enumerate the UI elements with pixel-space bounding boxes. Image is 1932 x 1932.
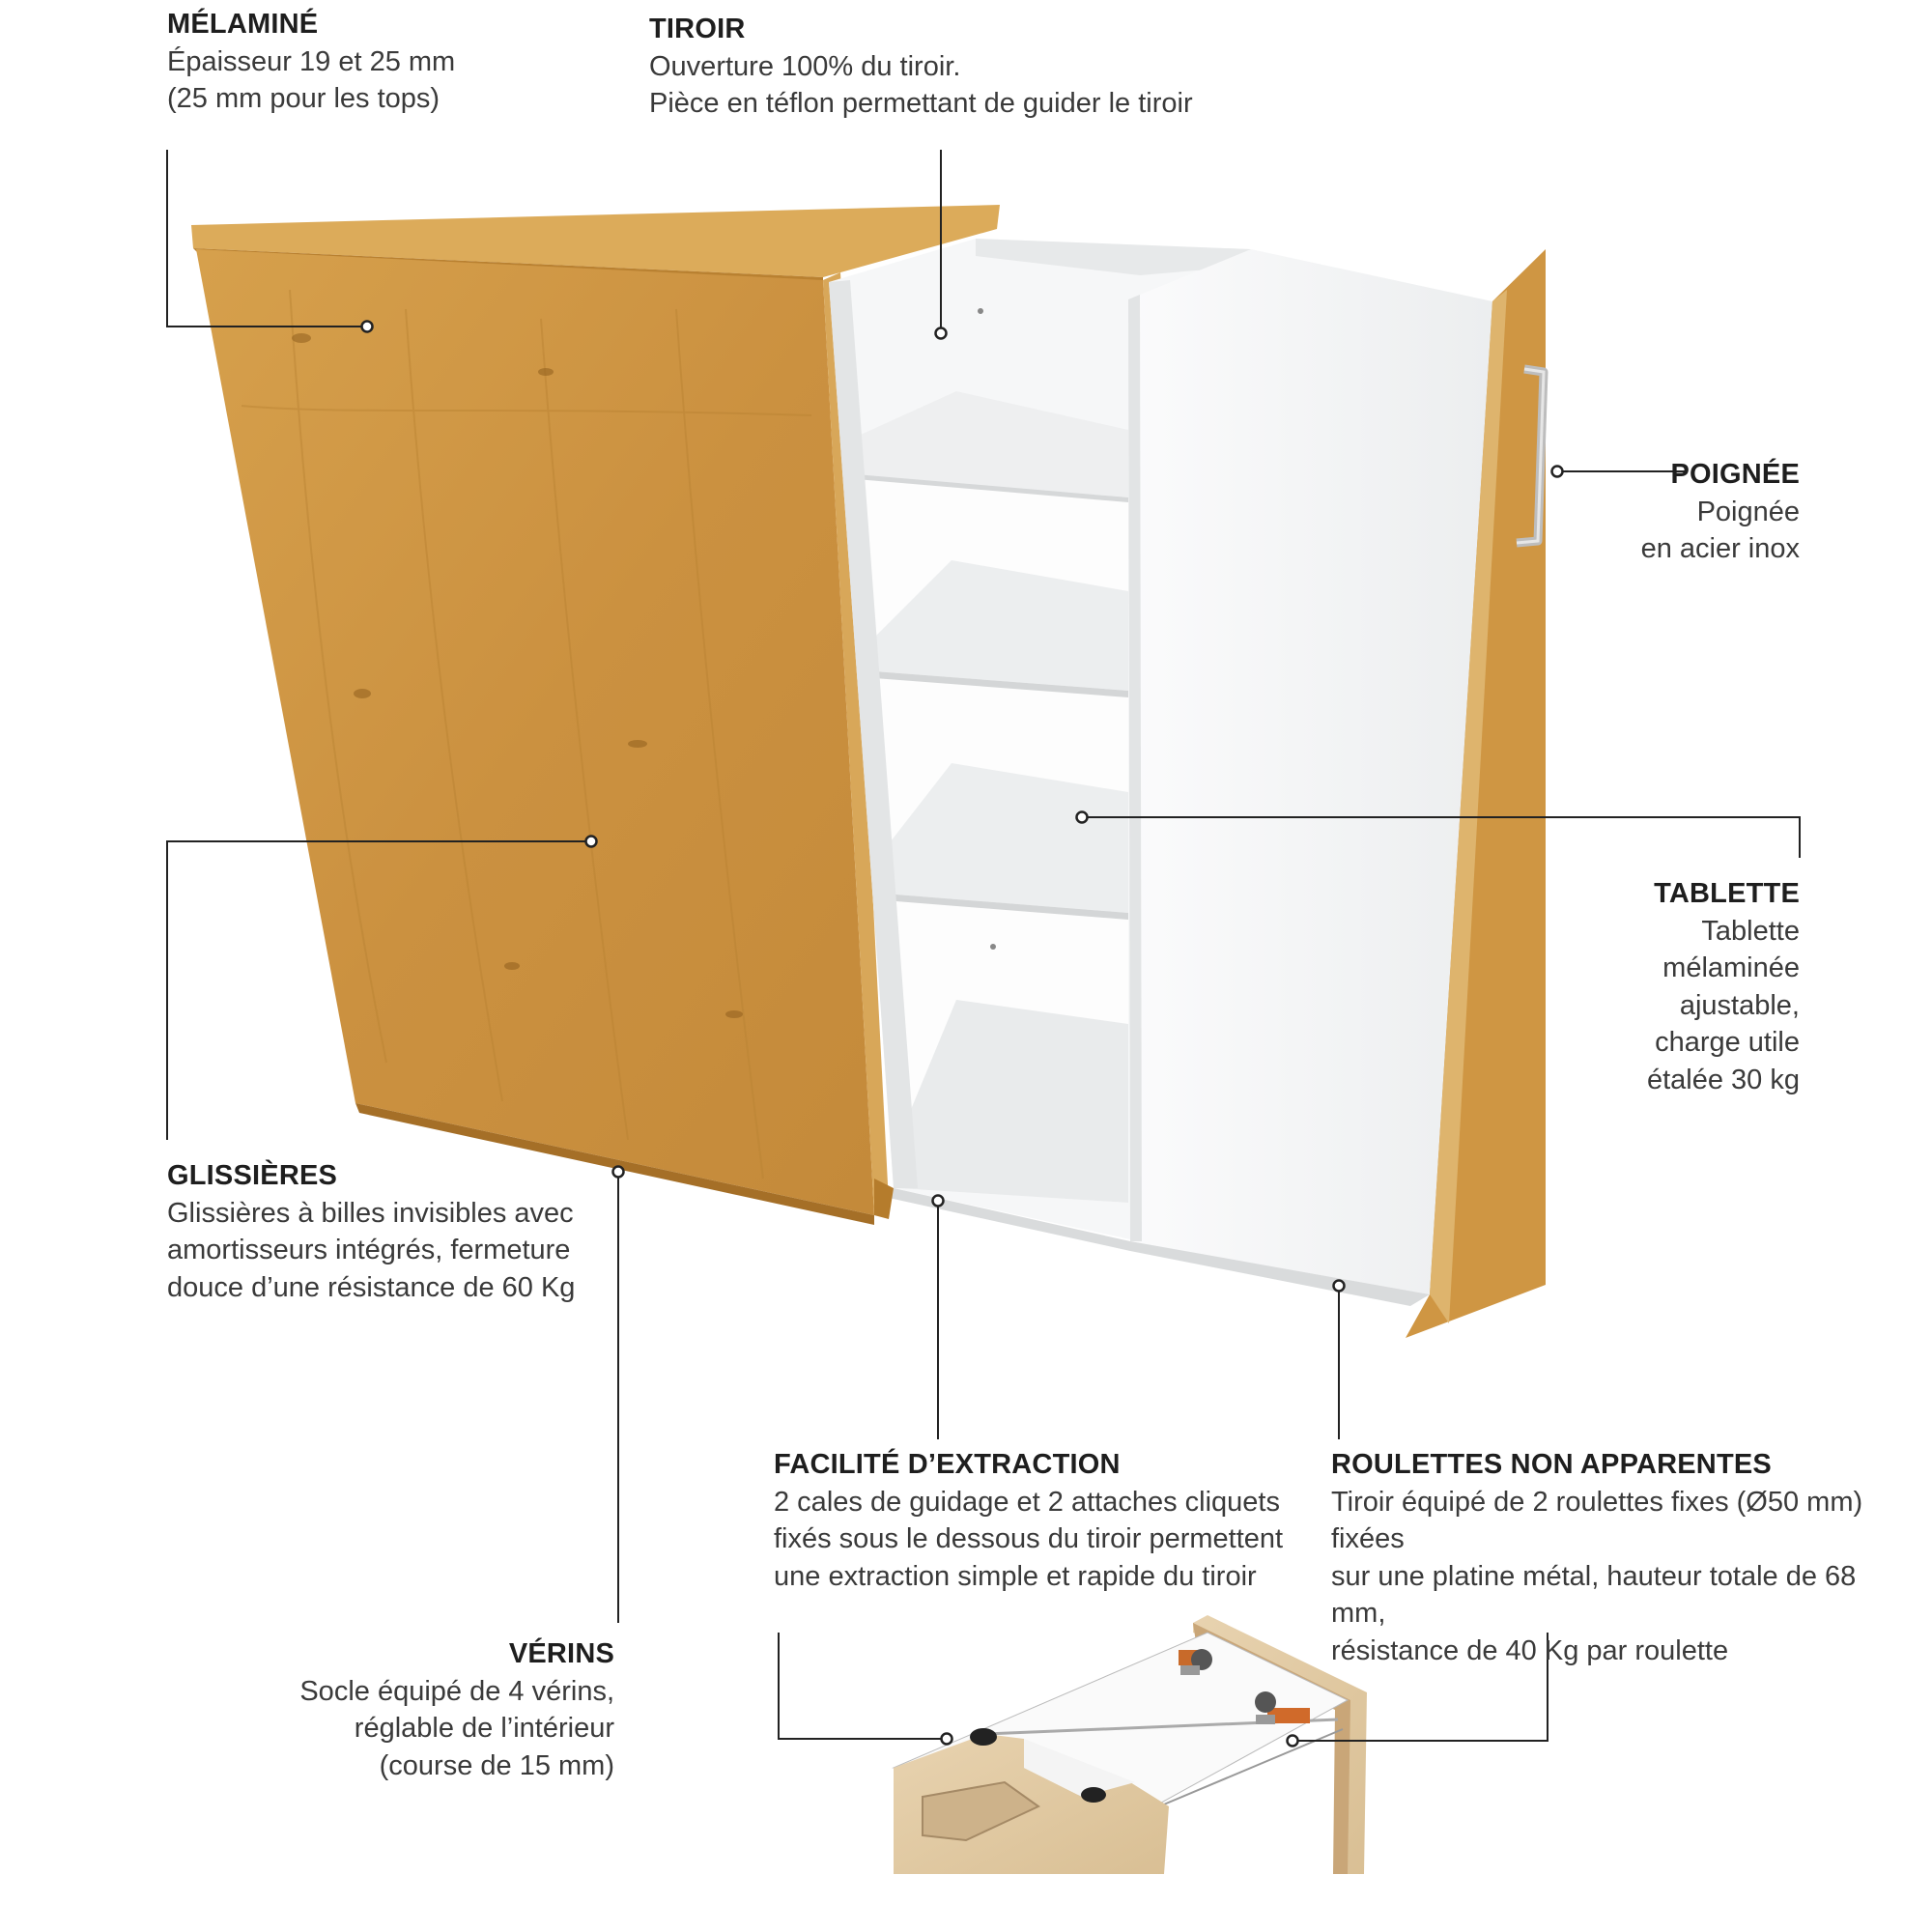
callout-line: Tablette xyxy=(1701,915,1800,947)
callout-line: Poignée xyxy=(1696,496,1800,527)
leader-inset-left xyxy=(779,1633,945,1739)
callout-tiroir xyxy=(649,11,1248,123)
callout-line: étalée 30 kg xyxy=(1646,1064,1800,1095)
callout-tablette xyxy=(1507,875,1800,1098)
callout-line: sur une platine métal, hauteur totale de 68 mm, xyxy=(1331,1560,1857,1629)
callout-extraction xyxy=(774,1446,1315,1595)
callout-line: réglable de l’intérieur xyxy=(354,1713,614,1744)
callout-line: en acier inox xyxy=(1640,533,1800,564)
callout-line: Socle équipé de 4 vérins, xyxy=(299,1675,614,1707)
callout-title: GLISSIÈRES xyxy=(167,1160,338,1191)
callout-line: une extraction simple et rapide du tiroir xyxy=(774,1560,1257,1592)
callout-poignee xyxy=(1507,456,1800,568)
callout-title: FACILITÉ D’EXTRACTION xyxy=(774,1449,1121,1480)
callout-roulettes xyxy=(1331,1446,1911,1669)
callout-title: TABLETTE xyxy=(1654,878,1800,909)
callout-title: ROULETTES NON APPARENTES xyxy=(1331,1449,1772,1480)
callout-line: amortisseurs intégrés, fermeture xyxy=(167,1235,571,1265)
callout-melamine xyxy=(167,6,573,118)
callout-line: (course de 15 mm) xyxy=(379,1749,614,1781)
callout-line: douce d’une résistance de 60 Kg xyxy=(167,1271,576,1303)
underside-detail xyxy=(869,1615,1391,1932)
callout-title: POIGNÉE xyxy=(1670,459,1800,490)
callout-title: TIROIR xyxy=(649,14,746,44)
callout-verins xyxy=(290,1635,614,1784)
callout-line: (25 mm pour les tops) xyxy=(167,83,440,114)
callout-line: mélaminée xyxy=(1662,952,1800,983)
callout-line: ajustable, xyxy=(1679,989,1800,1021)
callout-glissieres xyxy=(167,1157,611,1306)
callout-line: Épaisseur 19 et 25 mm xyxy=(167,45,456,77)
callout-line: Tiroir équipé de 2 roulettes fixes (Ø50 mm) fixées xyxy=(1331,1486,1863,1554)
drawer-unit xyxy=(829,239,1546,1338)
callout-line: 2 cales de guidage et 2 attaches cliquets xyxy=(774,1486,1280,1518)
callout-line: Ouverture 100% du tiroir. xyxy=(649,50,961,82)
callout-line: Pièce en téflon permettant de guider le tiroir xyxy=(649,88,1193,119)
callout-line: résistance de 40 Kg par roulette xyxy=(1331,1634,1729,1666)
callout-line: charge utile xyxy=(1655,1027,1800,1058)
callout-title: VÉRINS xyxy=(508,1638,614,1669)
callout-line: Glissières à billes invisibles avec xyxy=(167,1197,574,1229)
drawer-front-panel xyxy=(1128,249,1492,1294)
callout-line: fixés sous le dessous du tiroir permettent xyxy=(774,1523,1284,1554)
callout-title: MÉLAMINÉ xyxy=(167,9,319,40)
